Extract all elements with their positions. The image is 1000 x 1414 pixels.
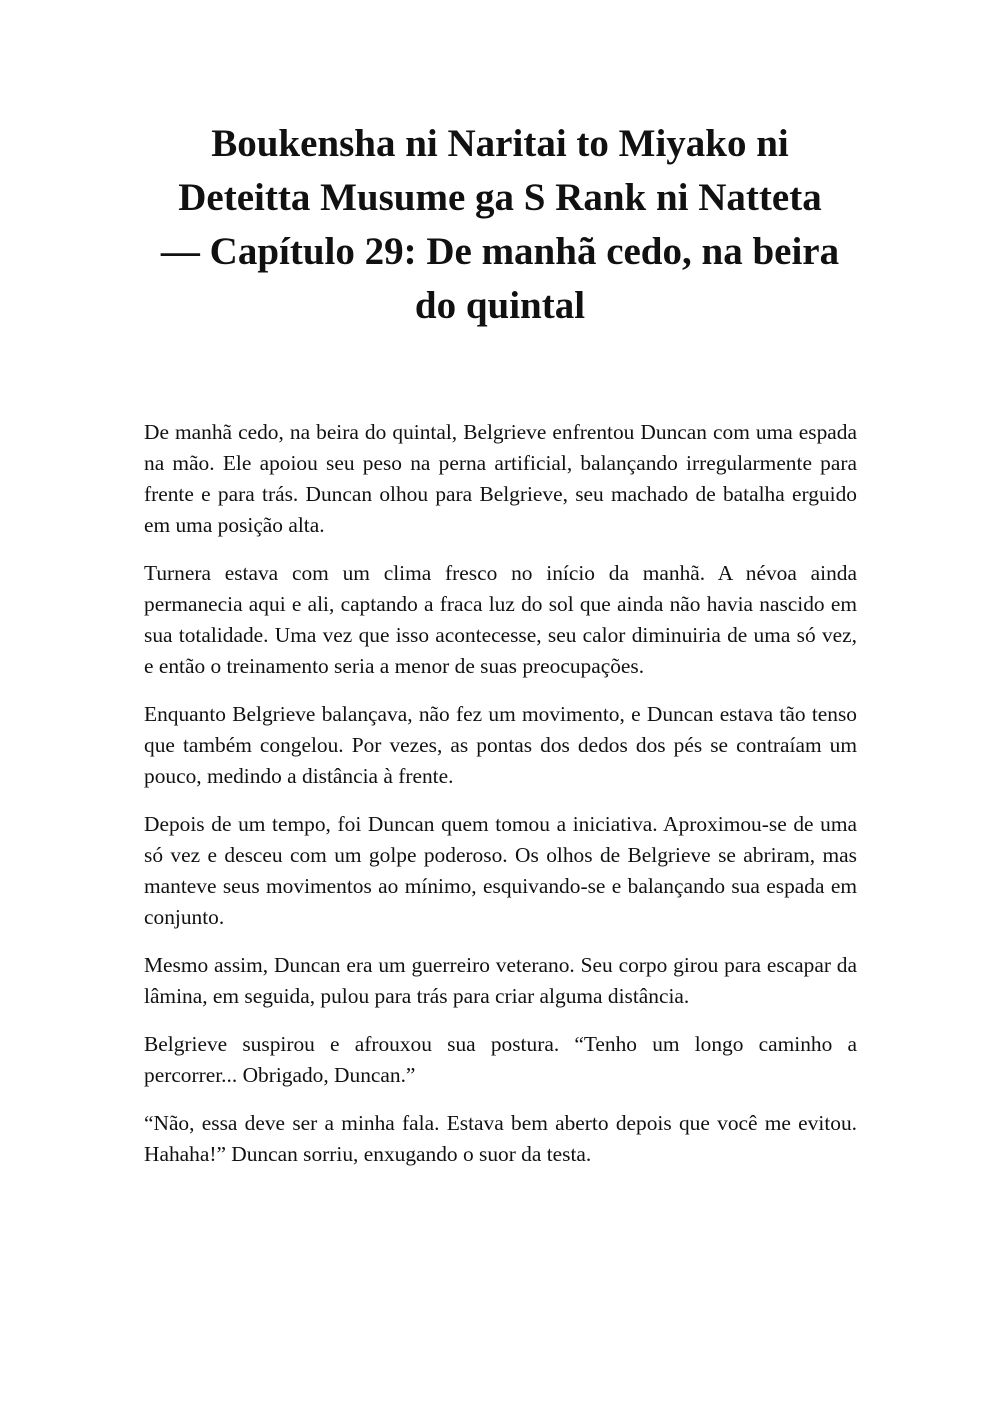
chapter-title xyxy=(120,117,880,333)
paragraph: Enquanto Belgrieve balançava, não fez um movimento, e Duncan estava tão tenso que também congelou. Por vezes, as pontas dos dedos dos pés se contraíam um pouco, medindo a distância à frente. xyxy=(144,702,857,788)
title-line: Deteitta Musume ga S Rank ni Natteta xyxy=(178,176,822,219)
paragraph: Belgrieve suspirou e afrouxou sua postura. “Tenho um longo caminho a percorrer... Obrigado, Duncan.” xyxy=(144,1032,857,1087)
title-line: do quintal xyxy=(414,284,586,327)
paragraph: Depois de um tempo, foi Duncan quem tomou a iniciativa. Aproximou-se de uma só vez e desceu com um golpe poderoso. Os olhos de Belgrieve se abriram, mas manteve seus movimentos ao mínimo, esquivando-se e balançando sua espada em conjunto. xyxy=(144,812,857,929)
paragraph: Turnera estava com um clima fresco no início da manhã. A névoa ainda permanecia aqui e ali, captando a fraca luz do sol que ainda não havia nascido em sua totalidade. Uma vez que isso acontecesse, seu calor diminuiria de uma só vez, e então o treinamento seria a menor de suas preocupações. xyxy=(144,561,857,678)
paragraph: Mesmo assim, Duncan era um guerreiro veterano. Seu corpo girou para escapar da lâmina, em seguida, pulou para trás para criar alguma distância. xyxy=(144,953,857,1008)
chapter-body xyxy=(144,417,857,1187)
title-line: Boukensha ni Naritai to Miyako ni xyxy=(211,122,789,165)
paragraph: “Não, essa deve ser a minha fala. Estava bem aberto depois que você me evitou. Hahaha!” Duncan sorriu, enxugando o suor da testa. xyxy=(144,1111,857,1166)
paragraph: De manhã cedo, na beira do quintal, Belgrieve enfrentou Duncan com uma espada na mão. Ele apoiou seu peso na perna artificial, balançando irregularmente para frente e para trás. Duncan olhou para Belgrieve, seu machado de batalha erguido em uma posição alta. xyxy=(144,420,857,537)
title-line: — Capítulo 29: De manhã cedo, na beira xyxy=(160,230,840,273)
